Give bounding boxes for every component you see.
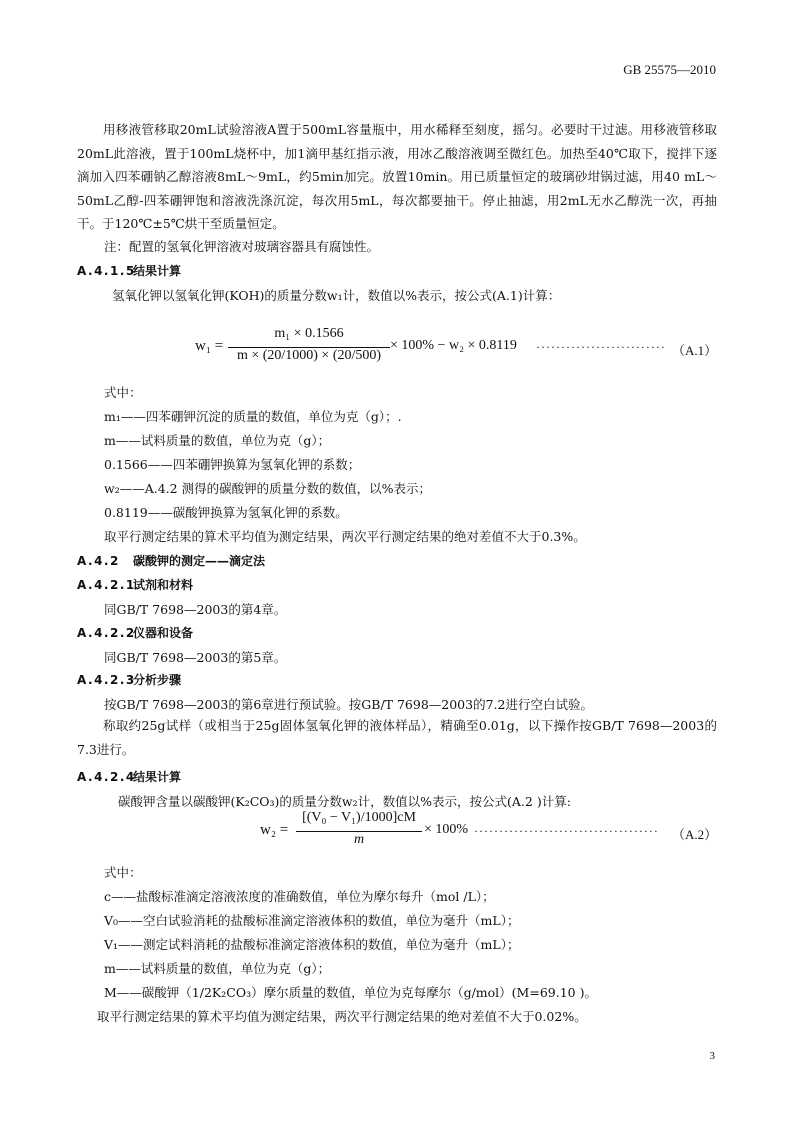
section-heading-a415: A.4.1.5结果计算 bbox=[77, 264, 182, 278]
result-statement-1: 取平行测定结果的算术平均值为测定结果，两次平行测定结果的绝对差值不大于0.3%。 bbox=[104, 529, 586, 544]
eq1-numerator: m₁ × 0.1566 bbox=[274, 326, 344, 341]
procedure-paragraph: 用移液管移取20mL试验溶液A置于500mL容量瓶中，用水稀释至刻度，摇匀。必要时干过滤。用移液管移取20mL此溶液，置于100mL烧杯中，加1滴甲基红指示液，用冰乙酸溶液调至微红色。加热至40℃取下，搅拌下逐滴加入四苯硼钠乙醇溶液8mL～9mL，约5min加完。放置10min。用已质量恒定的玻璃砂坩锅过滤，用40 mL～50mL乙醇-四苯硼钾饱和溶液洗涤沉淀，每次用5mL，每次都要抽干。停止抽滤，用2mL无水乙醇洗一次，再抽干。于120℃±5℃烘干至质量恒定。 bbox=[77, 122, 717, 232]
eq2-lhs: w₂ = bbox=[260, 822, 289, 838]
eq2-numerator: [(V₀ − V₁)/1000]cM bbox=[302, 810, 416, 825]
eq1-number: （A.1） bbox=[672, 343, 718, 358]
where-label-2: 式中： bbox=[104, 865, 142, 880]
s24-intro: 碳酸钾含量以碳酸钾(K₂CO₃)的质量分数w₂计，数值以%表示，按公式(A.2 )计算: bbox=[118, 794, 571, 809]
eq2-denominator: m bbox=[353, 832, 365, 847]
eq1-denominator: m × (20/1000) × (20/500) bbox=[236, 348, 382, 363]
eq2-leader-dots: ····································· bbox=[474, 824, 659, 838]
def-c: c——盐酸标准滴定溶液浓度的准确数值，单位为摩尔每升（mol /L）； bbox=[104, 889, 495, 904]
def-v0: V₀——空白试验消耗的盐酸标准滴定溶液体积的数值，单位为毫升（mL）； bbox=[104, 913, 520, 928]
eq2-number: （A.2） bbox=[672, 827, 718, 842]
def-M: M——碳酸钾（1/2K₂CO₃）摩尔质量的数值，单位为克每摩尔（g/mol）(M=69.10 )。 bbox=[104, 985, 597, 1000]
standard-number: GB 25575—2010 bbox=[623, 62, 716, 77]
s23-text-1: 按GB/T 7698—2003的第6章进行预试验。按GB/T 7698—2003的7.2进行空白试验。 bbox=[104, 697, 593, 712]
section-heading-a42: A.4.2 碳酸钾的测定——滴定法 bbox=[77, 554, 266, 568]
s1-intro: 氢氧化钾以氢氧化钾(KOH)的质量分数w₁计，数值以%表示，按公式(A.1)计算： bbox=[112, 288, 561, 303]
note-text: 注：配置的氢氧化钾溶液对玻璃容器具有腐蚀性。 bbox=[104, 239, 380, 254]
s21-text: 同GB/T 7698—2003的第4章。 bbox=[104, 602, 287, 617]
section-heading-a422: A.4.2.2仪器和设备 bbox=[77, 626, 194, 640]
def-w2: w₂——A.4.2 测得的碳酸钾的质量分数的数值，以%表示； bbox=[104, 481, 431, 496]
s23-text-2: 称取约25g试样（或相当于25g固体氢氧化钾的液体样品），精确至0.01g，以下操作按GB/T 7698—2003的7.3进行。 bbox=[77, 718, 717, 757]
eq1-tail: × 100% − w₂ × 0.8119 bbox=[390, 338, 517, 353]
result-statement-2: 取平行测定结果的算术平均值为测定结果，两次平行测定结果的绝对差值不大于0.02%。 bbox=[97, 1009, 587, 1024]
def-0-8119: 0.8119——碳酸钾换算为氢氧化钾的系数。 bbox=[104, 505, 348, 520]
section-heading-a423: A.4.2.3分析步骤 bbox=[77, 673, 182, 687]
section-heading-a421: A.4.2.1试剂和材料 bbox=[77, 578, 194, 592]
def-m1: m₁——四苯硼钾沉淀的质量的数值，单位为克（g）；. bbox=[104, 409, 402, 424]
eq2-fraction bbox=[296, 810, 422, 847]
eq1-fraction bbox=[228, 326, 390, 363]
def-m-2: m——试料质量的数值，单位为克（g）； bbox=[104, 961, 331, 976]
eq1-leader-dots: ·························· bbox=[536, 340, 666, 354]
eq2-tail: × 100% bbox=[424, 822, 469, 837]
eq1-lhs: w₁ = bbox=[195, 338, 224, 354]
where-label-1: 式中： bbox=[104, 385, 142, 400]
def-m: m——试料质量的数值，单位为克（g）； bbox=[104, 433, 331, 448]
page-number: 3 bbox=[709, 1050, 715, 1062]
def-v1: V₁——测定试料消耗的盐酸标准滴定溶液体积的数值，单位为毫升（mL）； bbox=[104, 937, 520, 952]
def-0-1566: 0.1566——四苯硼钾换算为氢氧化钾的系数； bbox=[104, 457, 361, 472]
section-heading-a424: A.4.2.4结果计算 bbox=[77, 770, 182, 784]
s22-text: 同GB/T 7698—2003的第5章。 bbox=[104, 650, 287, 665]
